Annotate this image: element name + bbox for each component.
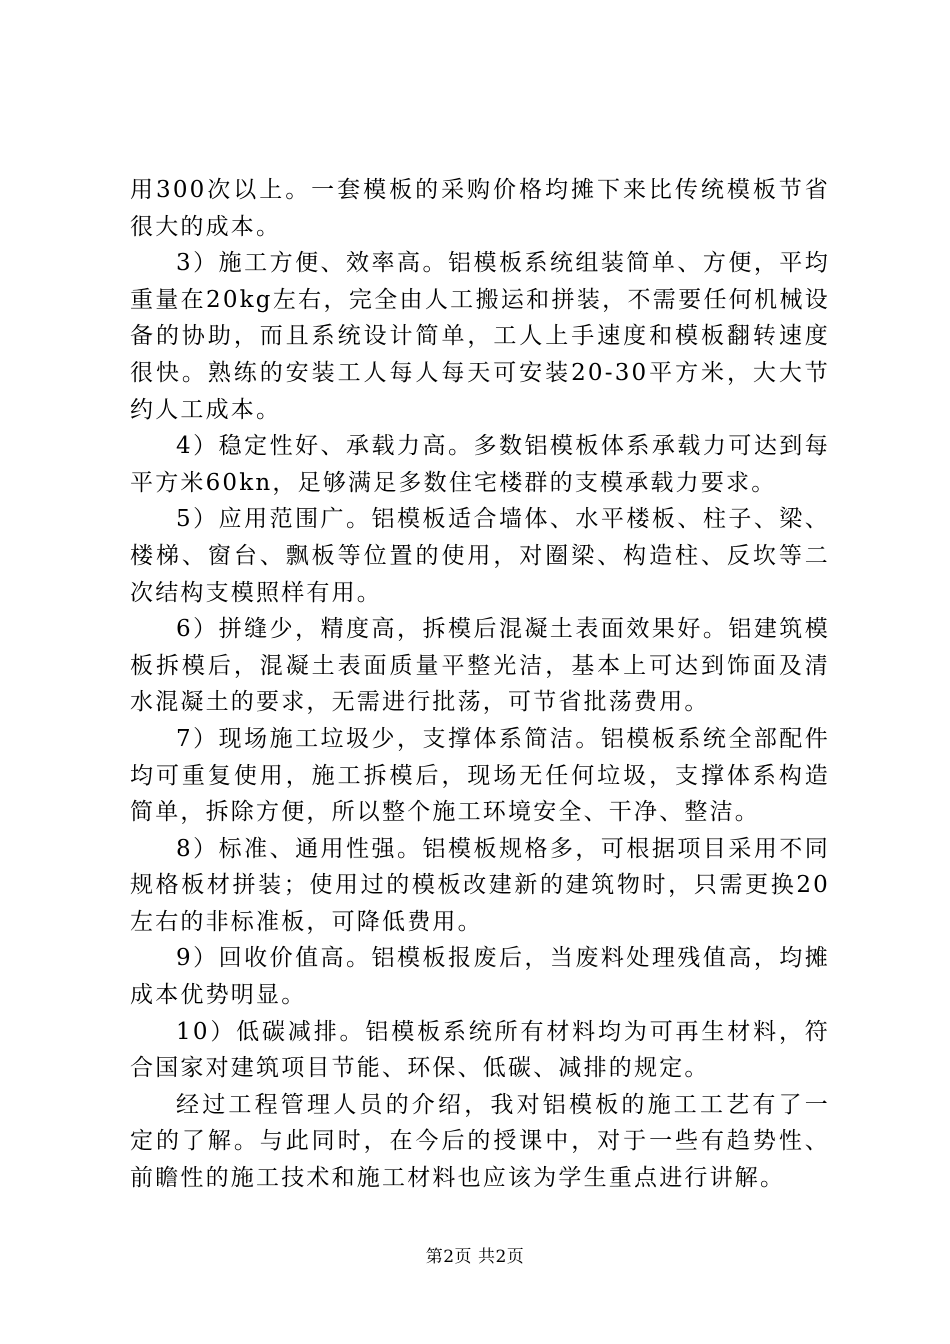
paragraph-item-6: 6）拼缝少，精度高，拆模后混凝土表面效果好。铝建筑模板拆模后，混凝土表面质量平整光洁，基本上可达到饰面及清水混凝土的要求，无需进行批荡，可节省批荡费用。 (130, 616, 830, 716)
paragraph-continuation: 用300次以上。一套模板的采购价格均摊下来比传统模板节省很大的成本。 (130, 177, 830, 240)
paragraph-item-4: 4）稳定性好、承载力高。多数铝模板体系承载力可达到每平方米60kn，足够满足多数住宅楼群的支模承载力要求。 (130, 433, 830, 496)
page-number-label: 第2页 共2页 (425, 1247, 525, 1267)
paragraph-item-7: 7）现场施工垃圾少，支撑体系简洁。铝模板系统全部配件均可重复使用，施工拆模后，现场无任何垃圾，支撑体系构造简单，拆除方便，所以整个施工环境安全、干净、整洁。 (130, 725, 830, 826)
paragraph-item-5: 5）应用范围广。铝模板适合墙体、水平楼板、柱子、梁、楼梯、窗台、飘板等位置的使用，对圈梁、构造柱、反坎等二次结构支模照样有用。 (130, 506, 830, 606)
paragraph-item-3: 3）施工方便、效率高。铝模板系统组装简单、方便，平均重量在20kg左右，完全由人工搬运和拼装，不需要任何机械设备的协助，而且系统设计简单，工人上手速度和模板翻转速度很快。熟练的安装工人每人每天可安装20-30平方米，大大节约人工成本。 (130, 250, 830, 423)
paragraph-conclusion: 经过工程管理人员的介绍，我对铝模板的施工工艺有了一定的了解。与此同时，在今后的授课中，对于一些有趋势性、前瞻性的施工技术和施工材料也应该为学生重点进行讲解。 (130, 1091, 830, 1192)
page-footer (0, 1245, 950, 1269)
paragraph-item-9: 9）回收价值高。铝模板报废后，当废料处理残值高，均摊成本优势明显。 (130, 945, 830, 1009)
paragraph-item-10: 10）低碳减排。铝模板系统所有材料均为可再生材料，符合国家对建筑项目节能、环保、低碳、减排的规定。 (130, 1018, 830, 1082)
paragraph-item-8: 8）标准、通用性强。铝模板规格多，可根据项目采用不同规格板材拼装；使用过的模板改建新的建筑物时，只需更换20左右的非标准板，可降低费用。 (130, 835, 830, 935)
document-body (130, 172, 830, 1197)
